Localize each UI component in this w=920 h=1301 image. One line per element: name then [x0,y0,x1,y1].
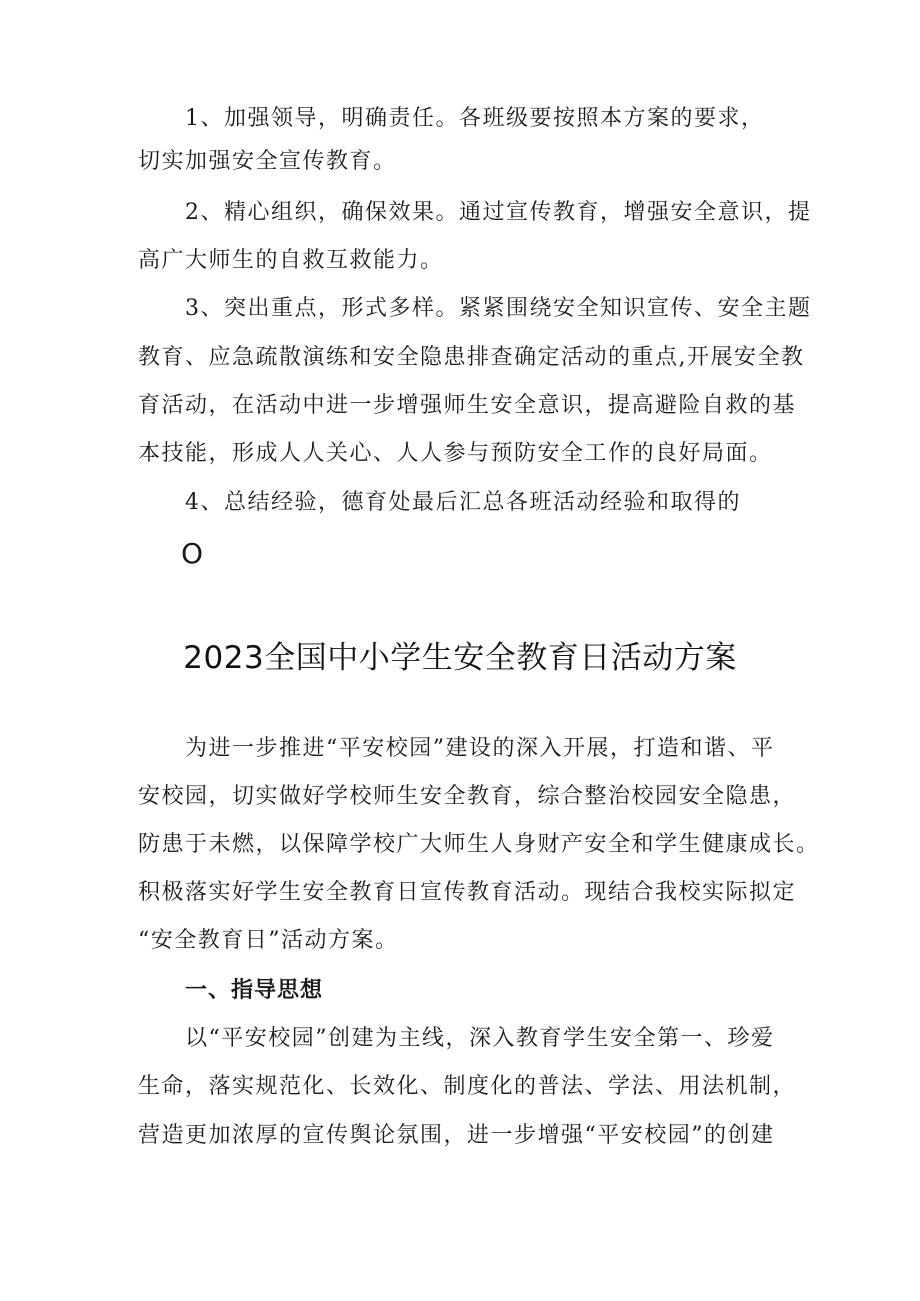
paragraph-line: 积极落实好学生安全教育日宣传教育活动。现结合我校实际拟定 [138,880,797,905]
section-heading: 一、指导思想 [185,978,324,1003]
paragraph-line: 教育、应急疏散演练和安全隐患排查确定活动的重点,开展安全教 [138,345,805,370]
paragraph-line: 防患于未燃，以保障学校广大师生人身财产安全和学生健康成长。 [138,832,820,857]
paragraph-line: 高广大师生的自救互救能力。 [138,248,444,273]
page-title: 2023全国中小学生安全教育日活动方案 [183,640,737,676]
paragraph-line: 为进一步推进“平安校园”建设的深入开展，打造和谐、平 [185,736,775,761]
paragraph-line: 营造更加浓厚的宣传舆论氛围，进一步增强“平安校园”的创建 [138,1123,775,1148]
paragraph-line: 生命，落实规范化、长效化、制度化的普法、学法、用法机制， [138,1074,797,1099]
paragraph-line: 切实加强安全宣传教育。 [138,149,397,174]
paragraph-line: “安全教育日”活动方案。 [138,928,399,953]
trailing-mark: O [181,537,204,570]
paragraph-line: 4、总结经验，德育处最后汇总各班活动经验和取得的 [185,490,741,515]
paragraph-line: 3、突出重点，形式多样。紧紧围绕安全知识宣传、安全主题 [185,296,812,321]
paragraph-line: 2、精心组织，确保效果。通过宣传教育，增强安全意识，提 [185,200,812,225]
paragraph-line: 安校园，切实做好学校师生安全教育，综合整治校园安全隐患， [138,784,797,809]
paragraph-line: 育活动，在活动中进一步增强师生安全意识，提高避险自救的基 [138,393,797,418]
paragraph-line: 本技能，形成人人关心、人人参与预防安全工作的良好局面。 [138,441,773,466]
paragraph-line: 以“平安校园”创建为主线，深入教育学生安全第一、珍爱 [185,1026,775,1051]
paragraph-line: 1、加强领导，明确责任。各班级要按照本方案的要求， [185,106,765,131]
